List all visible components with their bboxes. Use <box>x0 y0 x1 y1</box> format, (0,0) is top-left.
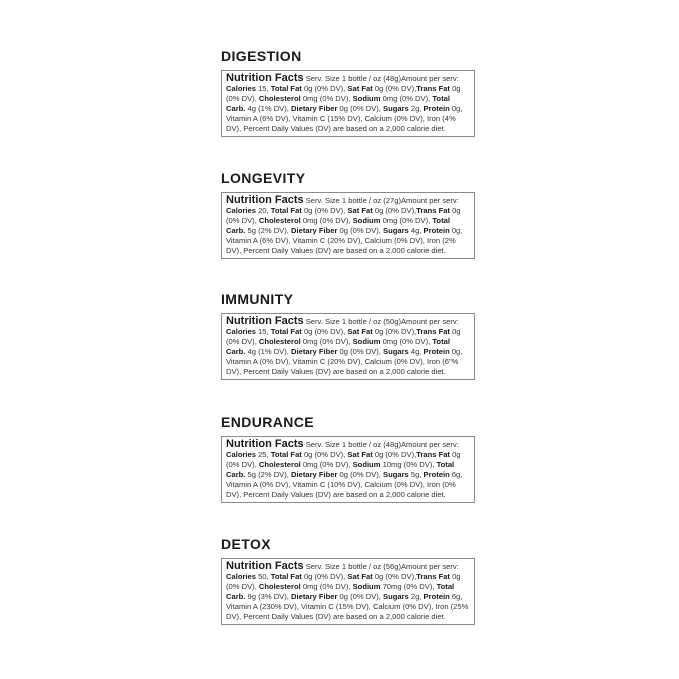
nutrient-value: 0g, Vitamin A (0% DV), Vitamin C (20% DV), Calcium (0% DV), Iron (6"% DV), Percent Daily Values (DV) are based on a 2,000 calorie diet. <box>226 346 463 376</box>
nutrient-label: Protein <box>423 469 450 479</box>
nutrient-label: Sodium <box>352 581 381 591</box>
nutrient-value: 0g (0% DV), <box>226 205 461 225</box>
nutrient-label: Cholesterol <box>258 336 301 346</box>
nutrient-label: Sugars <box>383 591 409 601</box>
nutrient-label: Dietary Fiber <box>291 346 338 356</box>
nutrient-value: 0g (0% DV), <box>301 449 348 459</box>
nutrient-label: Trans Fat <box>416 571 450 581</box>
nutrition-facts-title: Nutrition Facts <box>226 438 304 450</box>
section-immunity <box>221 290 481 380</box>
nutrient-value: 15, <box>255 326 271 336</box>
nutrient-value: 25, <box>255 449 271 459</box>
nutrient-label: Total Carb. <box>226 336 450 356</box>
nutrient-value: 15, <box>255 83 271 93</box>
nutrient-value: 0mg (0% DV), <box>380 336 433 346</box>
nutrient-label: Sat Fat <box>347 205 373 215</box>
nutrient-value: 50, <box>255 571 271 581</box>
section-heading: IMMUNITY <box>221 291 294 307</box>
nutrition-facts-title: Nutrition Facts <box>226 315 304 327</box>
nutrient-label: Cholesterol <box>258 215 301 225</box>
nutrient-label: Dietary Fiber <box>291 103 338 113</box>
nutrient-label: Dietary Fiber <box>291 225 338 235</box>
nutrient-value: 0g (0% DV), <box>226 83 461 103</box>
nutrient-value: 4g (1% DV), <box>245 346 291 356</box>
nutrient-value: 2g, <box>408 591 424 601</box>
nutrient-value: 5g (2% DV), <box>245 469 291 479</box>
nutrition-facts-box <box>221 313 475 380</box>
nutrient-label: Cholesterol <box>258 93 301 103</box>
section-heading: ENDURANCE <box>221 414 315 430</box>
nutrient-label: Total Carb. <box>226 459 455 479</box>
nutrient-value: 0mg (0% DV), <box>300 581 353 591</box>
nutrient-value: 4g, <box>408 346 424 356</box>
nutrient-label: Sodium <box>352 215 381 225</box>
nutrient-value: 0g (0% DV), <box>301 571 348 581</box>
nutrient-value: 20, <box>255 205 271 215</box>
nutrient-label: Sugars <box>383 225 409 235</box>
nutrient-label: Sat Fat <box>347 449 373 459</box>
nutrient-value: 0g (0% DV), <box>337 103 384 113</box>
nutrient-label: Sat Fat <box>347 326 373 336</box>
nutrient-label: Trans Fat <box>416 83 450 93</box>
nutrient-value: 70mg (0% DV), <box>380 581 437 591</box>
nutrient-value: 5g (2% DV), <box>245 225 291 235</box>
nutrient-label: Cholesterol <box>258 581 301 591</box>
nutrient-value: 0g (0% DV), <box>301 326 348 336</box>
section-endurance <box>221 413 481 503</box>
nutrient-label: Dietary Fiber <box>291 469 338 479</box>
nutrient-value: Serv. Size 1 bottle / oz (50g)Amount per serv: <box>303 317 459 326</box>
nutrient-label: Trans Fat <box>416 449 450 459</box>
nutrient-value: 0mg (0% DV), <box>380 93 433 103</box>
nutrient-label: Calories <box>226 205 256 215</box>
nutrient-label: Sodium <box>352 336 381 346</box>
nutrient-value: 0g (0% DV), <box>372 205 417 215</box>
nutrient-label: Dietary Fiber <box>291 591 338 601</box>
nutrient-label: Total Fat <box>270 571 302 581</box>
nutrient-label: Sat Fat <box>347 571 373 581</box>
nutrient-label: Total Carb. <box>226 215 450 235</box>
nutrient-value: 0g (0% DV), <box>301 205 348 215</box>
nutrient-label: Total Carb. <box>226 581 455 601</box>
nutrient-label: Protein <box>423 591 450 601</box>
nutrient-value: Serv. Size 1 bottle / oz (56g)Amount per serv: <box>303 562 459 571</box>
nutrient-value: 0mg (0% DV), <box>380 215 433 225</box>
nutrient-label: Total Fat <box>270 326 302 336</box>
nutrient-value: 10mg (0% DV), <box>380 459 437 469</box>
nutrient-value: 0g (0% DV), <box>372 571 417 581</box>
nutrient-value: Serv. Size 1 bottle / oz (48g)Amount per serv: <box>303 440 459 449</box>
nutrient-value: 0g (0% DV), <box>337 225 384 235</box>
nutrition-facts-box <box>221 192 475 259</box>
nutrient-label: Protein <box>423 346 450 356</box>
nutrient-label: Total Fat <box>270 449 302 459</box>
nutrient-label: Protein <box>423 103 450 113</box>
nutrition-facts-box <box>221 436 475 503</box>
nutrient-value: 9g (3% DV), <box>245 591 291 601</box>
nutrient-value: Serv. Size 1 bottle / oz (48g)Amount per serv: <box>303 74 459 83</box>
nutrient-label: Sodium <box>352 93 381 103</box>
nutrient-label: Sat Fat <box>347 83 373 93</box>
nutrient-label: Sugars <box>383 469 409 479</box>
nutrient-value: 0g, Vitamin A (6% DV), Vitamin C (20% DV), Calcium (0% DV), Iron (2% DV), Percent Daily Values (DV) are based on a 2,000 calorie diet. <box>226 225 463 255</box>
nutrient-value: 0g (0% DV), <box>226 449 461 469</box>
nutrient-value: 6g, Vitamin A (0% DV), Vitamin C (10% DV), Calcium (0% DV), Iron (0% DV), Percent Daily Values (DV) are based on a 2,000 calorie diet. <box>226 469 463 499</box>
nutrient-value: 0mg (0% DV), <box>300 336 353 346</box>
nutrient-value: 0g (0% DV), <box>372 83 417 93</box>
nutrition-facts-title: Nutrition Facts <box>226 560 304 572</box>
nutrition-facts-title: Nutrition Facts <box>226 72 304 84</box>
nutrient-value: Serv. Size 1 bottle / oz (27g)Amount per serv: <box>303 196 459 205</box>
nutrient-label: Calories <box>226 326 256 336</box>
nutrient-value: 4g, <box>408 225 424 235</box>
nutrient-label: Total Fat <box>270 205 302 215</box>
nutrient-value: 0g (0% DV), <box>337 469 384 479</box>
nutrient-label: Protein <box>423 225 450 235</box>
nutrient-value: 0g, Vitamin A (6% DV), Vitamin C (15% DV), Calcium (0% DV), Iron (4% DV), Percent Daily Values (DV) are based on a 2,000 calorie diet. <box>226 103 463 133</box>
nutrient-label: Calories <box>226 571 256 581</box>
nutrient-value: 2g, <box>408 103 424 113</box>
nutrient-value: 0g (0% DV), <box>372 449 417 459</box>
nutrition-facts-box <box>221 70 475 137</box>
nutrient-value: 0g (0% DV), <box>226 326 461 346</box>
nutrient-value: 0mg (0% DV), <box>300 459 353 469</box>
nutrient-value: 6g, Vitamin A (230% DV), Vitamin C (15% DV), Calcium (0% DV), Iron (25% DV), Percent Daily Values (DV) are based on a 2,000 calorie diet. <box>226 591 469 621</box>
nutrient-value: 5g, <box>408 469 424 479</box>
nutrient-label: Total Fat <box>270 83 302 93</box>
nutrient-value: 0mg (0% DV), <box>300 93 353 103</box>
nutrient-label: Sugars <box>383 346 409 356</box>
nutrient-label: Sodium <box>352 459 381 469</box>
nutrient-label: Sugars <box>383 103 409 113</box>
nutrient-value: 4g (1% DV), <box>245 103 291 113</box>
section-heading: DETOX <box>221 536 271 552</box>
section-detox <box>221 535 481 625</box>
nutrient-value: 0mg (0% DV), <box>300 215 353 225</box>
nutrient-label: Cholesterol <box>258 459 301 469</box>
nutrient-label: Calories <box>226 449 256 459</box>
section-digestion <box>221 47 481 137</box>
nutrition-facts-box <box>221 558 475 625</box>
nutrient-label: Trans Fat <box>416 326 450 336</box>
section-heading: LONGEVITY <box>221 170 306 186</box>
nutrient-label: Calories <box>226 83 256 93</box>
nutrient-label: Trans Fat <box>416 205 450 215</box>
nutrient-value: 0g (0% DV), <box>301 83 348 93</box>
nutrient-value: 0g (0% DV), <box>372 326 417 336</box>
nutrient-value: 0g (0% DV), <box>337 346 384 356</box>
section-longevity <box>221 169 481 259</box>
nutrient-label: Total Carb. <box>226 93 450 113</box>
nutrition-facts-title: Nutrition Facts <box>226 194 304 206</box>
nutrient-value: 0g (0% DV), <box>337 591 384 601</box>
nutrient-value: 0g (0% DV), <box>226 571 461 591</box>
section-heading: DIGESTION <box>221 48 302 64</box>
